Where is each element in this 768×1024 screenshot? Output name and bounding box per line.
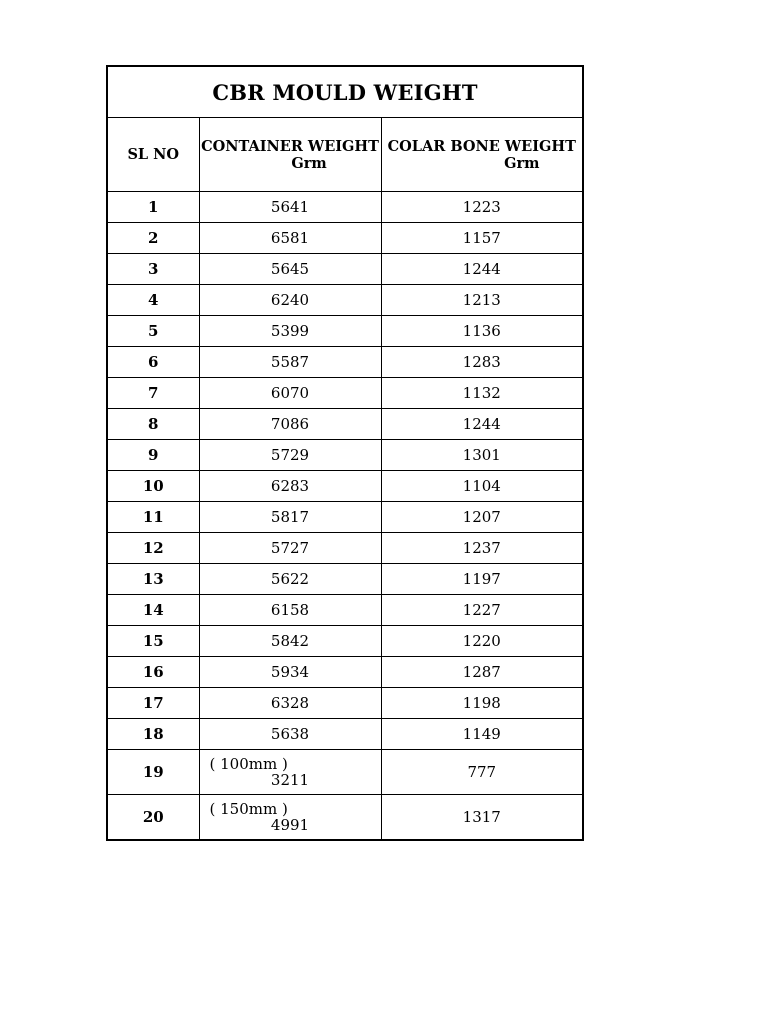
container-weight-cell: 5729 — [199, 440, 381, 471]
table-row — [107, 688, 583, 719]
container-size-note: ( 150mm ) — [209, 800, 288, 818]
colar-bone-weight-cell: 1104 — [381, 471, 583, 502]
container-weight-cell: 5817 — [199, 502, 381, 533]
sl-no-cell: 8 — [107, 409, 199, 440]
colar-bone-weight-cell: 1149 — [381, 719, 583, 750]
table-row — [107, 254, 583, 285]
table-row — [107, 192, 583, 223]
sl-no-cell: 4 — [107, 285, 199, 316]
container-weight-cell: 5645 — [199, 254, 381, 285]
table-row — [107, 719, 583, 750]
header-colar-bone-weight — [381, 118, 583, 192]
table-row — [107, 347, 583, 378]
sl-no-cell: 11 — [107, 502, 199, 533]
table-row — [107, 378, 583, 409]
container-weight-cell: 5842 — [199, 626, 381, 657]
table-body — [107, 192, 583, 841]
container-weight-cell: 5641 — [199, 192, 381, 223]
container-weight-value: 3211 — [270, 771, 310, 789]
table-row — [107, 285, 583, 316]
colar-bone-weight-cell: 1244 — [381, 409, 583, 440]
colar-bone-weight-cell: 1198 — [381, 688, 583, 719]
container-weight-cell: 5587 — [199, 347, 381, 378]
table-row — [107, 626, 583, 657]
colar-bone-weight-cell: 1237 — [381, 533, 583, 564]
container-weight-cell — [199, 750, 381, 795]
table-row — [107, 316, 583, 347]
sl-no-cell: 13 — [107, 564, 199, 595]
colar-bone-weight-cell: 1244 — [381, 254, 583, 285]
table-row — [107, 409, 583, 440]
table-row — [107, 595, 583, 626]
colar-bone-weight-cell: 1287 — [381, 657, 583, 688]
sl-no-cell: 1 — [107, 192, 199, 223]
container-weight-cell: 5622 — [199, 564, 381, 595]
container-weight-cell: 6283 — [199, 471, 381, 502]
container-weight-cell: 6158 — [199, 595, 381, 626]
colar-bone-weight-cell: 1207 — [381, 502, 583, 533]
sl-no-cell: 16 — [107, 657, 199, 688]
sl-no-cell: 6 — [107, 347, 199, 378]
sl-no-cell: 3 — [107, 254, 199, 285]
cbr-mould-weight-table — [106, 65, 584, 841]
sl-no-cell: 12 — [107, 533, 199, 564]
container-weight-cell: 6070 — [199, 378, 381, 409]
table-row — [107, 471, 583, 502]
table-row — [107, 750, 583, 795]
table-row — [107, 223, 583, 254]
colar-bone-weight-cell: 1136 — [381, 316, 583, 347]
sl-no-cell: 7 — [107, 378, 199, 409]
table-row — [107, 533, 583, 564]
sl-no-cell: 17 — [107, 688, 199, 719]
sl-no-cell: 2 — [107, 223, 199, 254]
colar-bone-weight-cell: 1223 — [381, 192, 583, 223]
colar-bone-weight-cell: 1213 — [381, 285, 583, 316]
sl-no-cell: 10 — [107, 471, 199, 502]
cbr-mould-weight-sheet — [106, 65, 582, 841]
table-row — [107, 657, 583, 688]
table-row — [107, 564, 583, 595]
container-weight-cell: 7086 — [199, 409, 381, 440]
sl-no-cell: 9 — [107, 440, 199, 471]
colar-bone-weight-cell: 1157 — [381, 223, 583, 254]
container-weight-cell: 6328 — [199, 688, 381, 719]
container-weight-value: 4991 — [270, 816, 310, 834]
header-container-weight-label: CONTAINER WEIGHT — [201, 137, 379, 155]
container-weight-cell: 6581 — [199, 223, 381, 254]
header-container-weight — [199, 118, 381, 192]
header-container-weight-unit: Grm — [291, 154, 327, 172]
sl-no-cell: 15 — [107, 626, 199, 657]
colar-bone-weight-cell: 1227 — [381, 595, 583, 626]
container-weight-cell: 5399 — [199, 316, 381, 347]
sl-no-cell: 19 — [107, 750, 199, 795]
colar-bone-weight-cell: 1197 — [381, 564, 583, 595]
table-row — [107, 795, 583, 841]
container-size-note: ( 100mm ) — [209, 755, 288, 773]
header-colar-bone-weight-label: COLAR BONE WEIGHT — [387, 137, 576, 155]
table-row — [107, 440, 583, 471]
table-row — [107, 502, 583, 533]
colar-bone-weight-cell: 1301 — [381, 440, 583, 471]
container-weight-cell: 6240 — [199, 285, 381, 316]
header-sl-no: SL NO — [107, 118, 199, 192]
container-weight-cell: 5638 — [199, 719, 381, 750]
sl-no-cell: 5 — [107, 316, 199, 347]
container-weight-cell — [199, 795, 381, 841]
container-weight-cell: 5934 — [199, 657, 381, 688]
header-colar-bone-weight-unit: Grm — [504, 154, 540, 172]
colar-bone-weight-cell: 1317 — [381, 795, 583, 841]
sl-no-cell: 14 — [107, 595, 199, 626]
table-title: CBR MOULD WEIGHT — [107, 66, 583, 118]
sl-no-cell: 18 — [107, 719, 199, 750]
colar-bone-weight-cell: 1220 — [381, 626, 583, 657]
container-weight-cell: 5727 — [199, 533, 381, 564]
colar-bone-weight-cell: 1132 — [381, 378, 583, 409]
colar-bone-weight-cell: 777 — [381, 750, 583, 795]
sl-no-cell: 20 — [107, 795, 199, 841]
colar-bone-weight-cell: 1283 — [381, 347, 583, 378]
